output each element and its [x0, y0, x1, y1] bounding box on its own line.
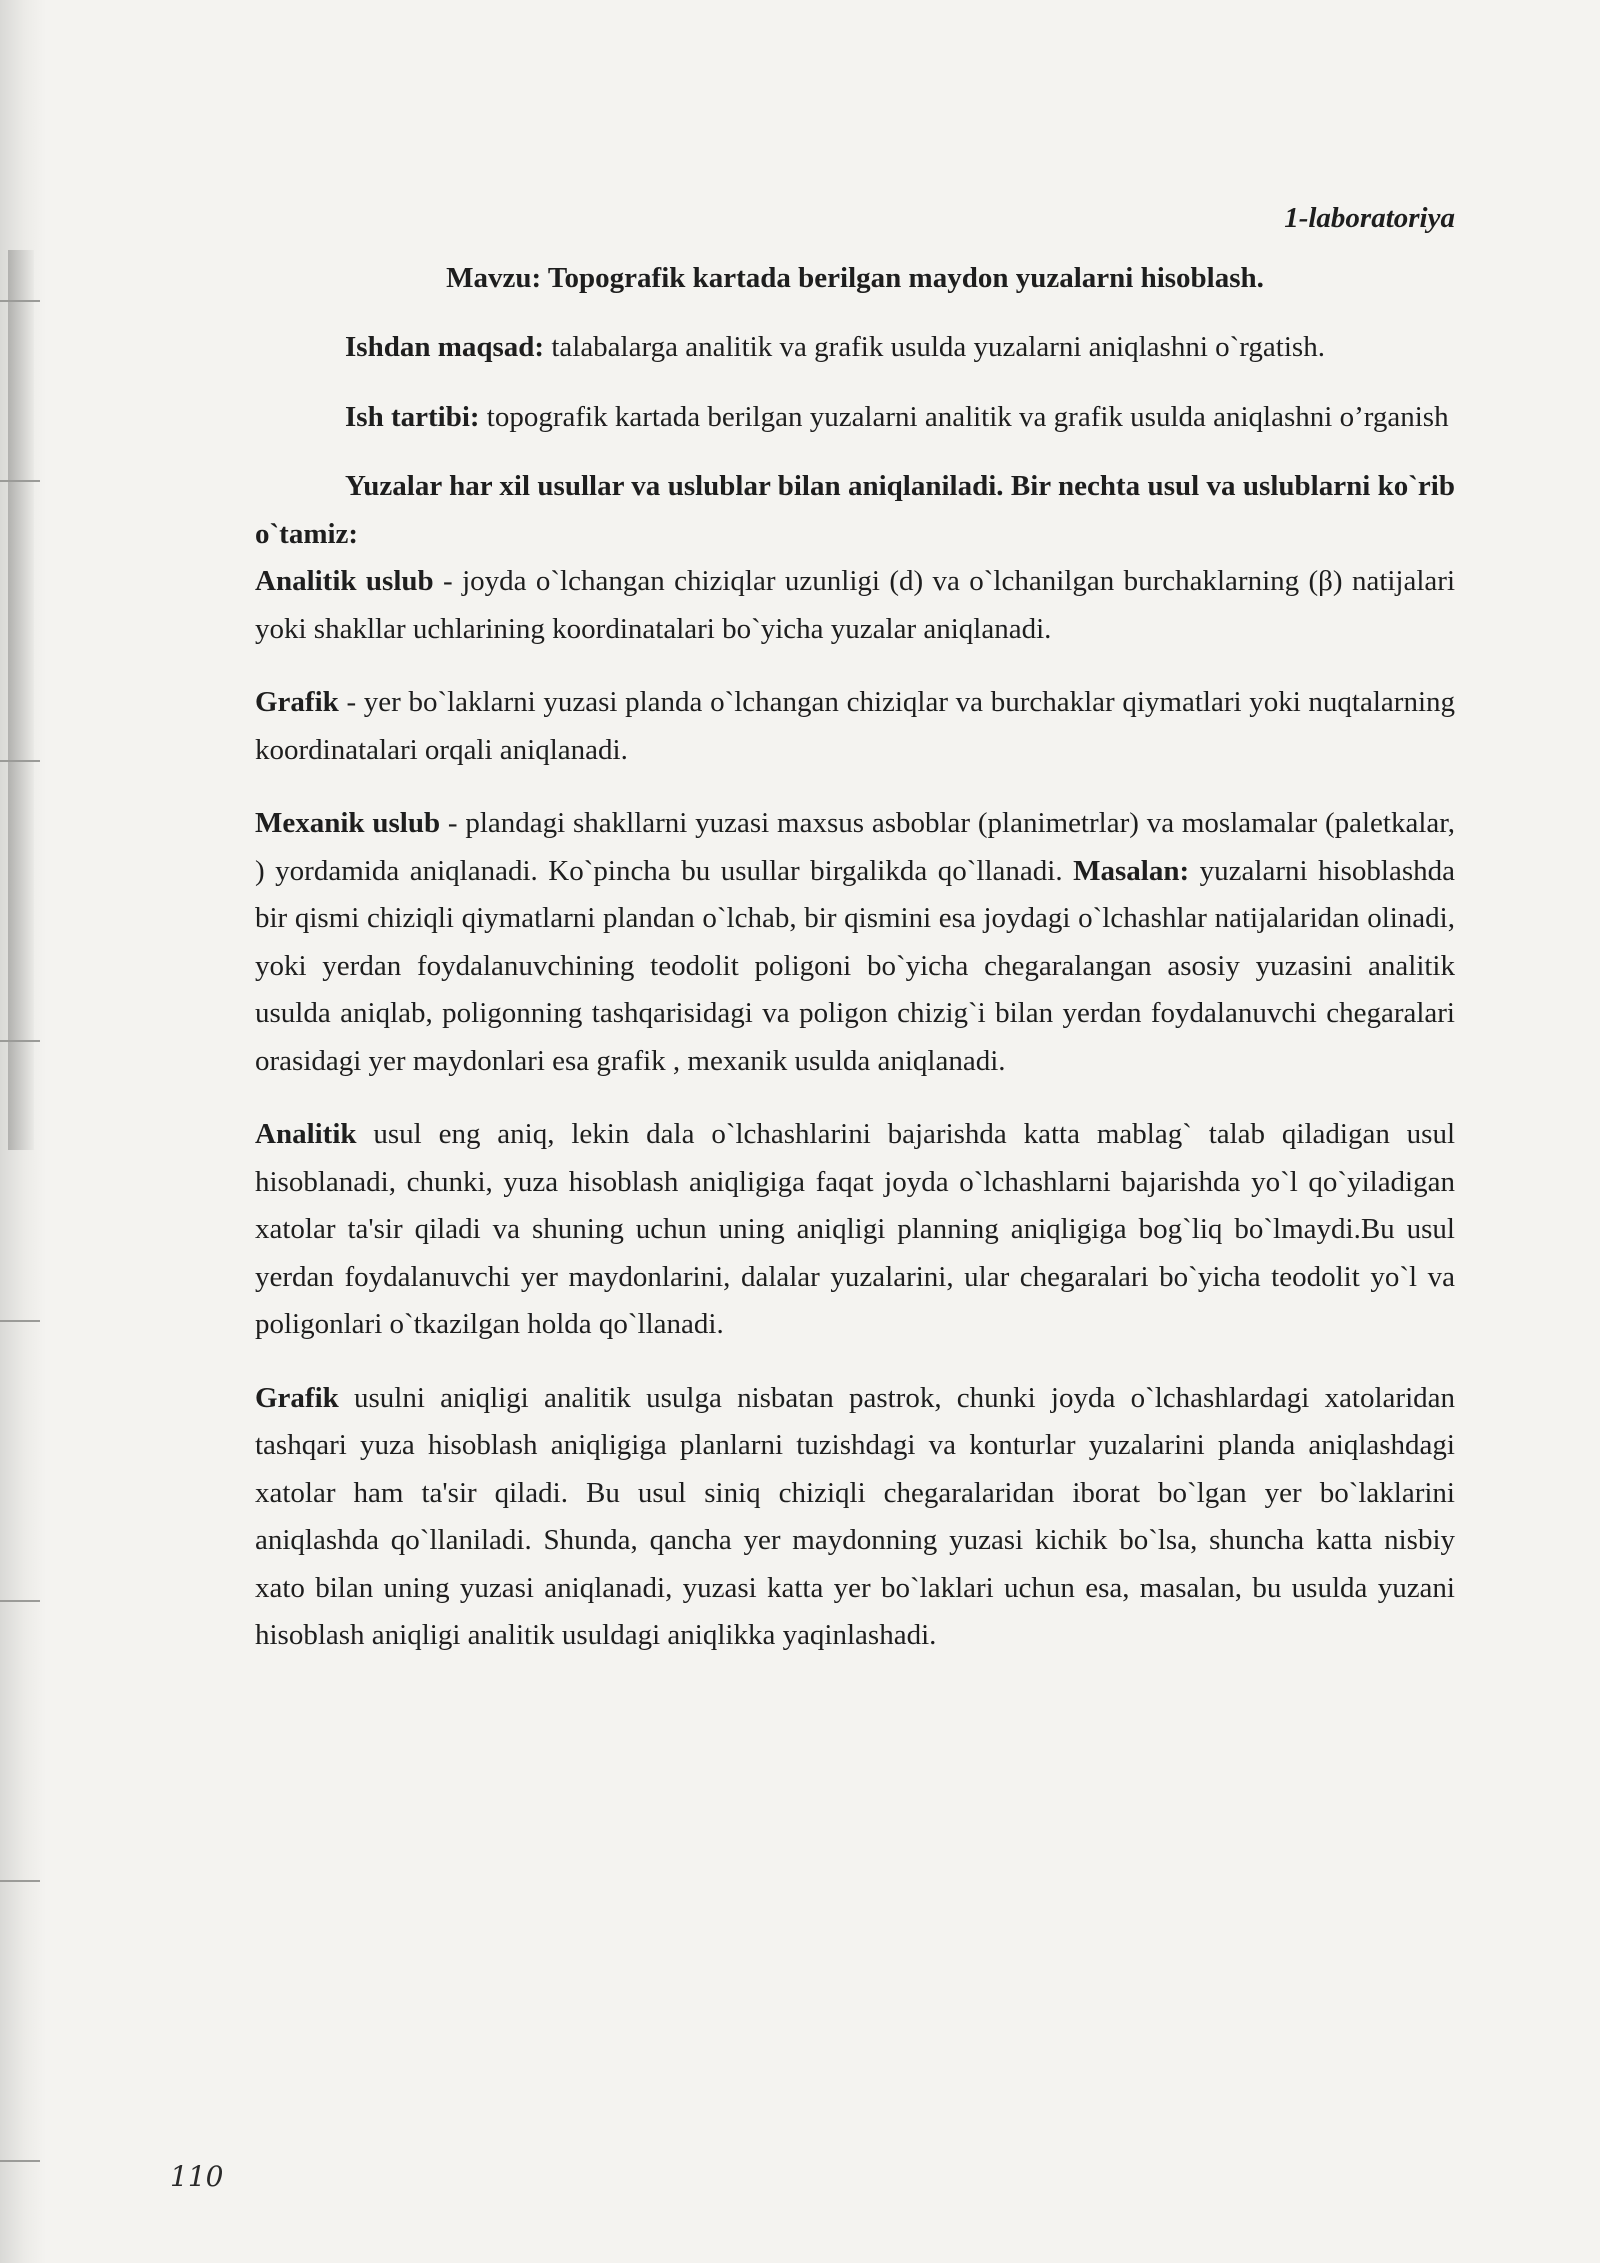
margin-tick: [0, 1040, 40, 1042]
analytic-method-label: Analitik uslub: [255, 565, 434, 597]
mechanical-method-label: Mexanik uslub: [255, 807, 441, 839]
margin-tick: [0, 1320, 40, 1322]
procedure-label: Ish tartibi:: [345, 400, 480, 433]
analytic-method-text: - joyda o`lchangan chiziqlar uzunligi (d) va o`lchanilgan burchaklarning (β) natijalari yoki shakllar uchlarining koordinatalari bo`yicha yuzalar aniqlanadi.: [255, 565, 1456, 645]
example-label: Masalan:: [1073, 854, 1190, 887]
analytic-note-paragraph: [255, 1111, 1455, 1349]
goal-text: talabalarga analitik va grafik usulda yuzalarni aniqlashni o`rgatish.: [551, 331, 1325, 363]
graphic-note-label: Grafik: [255, 1381, 339, 1414]
margin-tick: [0, 2160, 40, 2162]
graphic-method-label: Grafik: [255, 686, 339, 718]
graphic-note-paragraph: [255, 1375, 1455, 1660]
graphic-note-text: usulni aniqligi analitik usulga nisbatan pastrok, chunki joyda o`lchashlardagi xatolaridan tashqari yuza hisoblash aniqligiga planlarni tuzishdagi va konturlar yuzalarini planda aniqlashdagi xatolar ham ta'sir qiladi. Bu usul siniq chiziqli chegaralaridan iborat bo`lgan yer bo`laklarini aniqlashda qo`llaniladi. Shunda, qancha yer maydonning yuzasi kichik bo`lsa, shuncha katta nisbiy xato bilan uning yuzasi aniqlanadi, yuzasi katta yer bo`laklari uchun esa, masalan, bu usulda yuzani hisoblash aniqligi analitik usuldagi aniqlikka yaqinlashadi.: [255, 1381, 1456, 1651]
margin-tick: [0, 760, 40, 762]
goal-paragraph: [255, 324, 1455, 372]
margin-tick: [0, 1600, 40, 1602]
margin-tick: [0, 300, 40, 302]
analytic-note-text: usul eng aniq, lekin dala o`lchashlarini bajarishda katta mablag` talab qiladigan usul hisoblanadi, chunki, yuza hisoblash aniqligiga faqat joyda o`lchashlarni bajarishda yo`l qo`yiladigan xatolar ta'sir qiladi va shuning uchun uning aniqligi planning aniqligiga bog`liq bo`lmaydi.Bu usul yerdan foydalanuvchi yer maydonlarini, dalalar yuzalarini, ular chegaralari bo`yicha teodolit yo`l va poligonlari o`tkazilgan holda qo`llanadi.: [255, 1118, 1456, 1340]
graphic-method-paragraph: [255, 679, 1455, 774]
page-number: 110: [170, 2160, 224, 2193]
procedure-paragraph: [255, 394, 1455, 442]
topic-title: Mavzu: Topografik kartada berilgan maydon yuzalarni hisoblash.: [446, 261, 1264, 294]
document-page: [255, 195, 1455, 1660]
mechanical-method-paragraph: [255, 800, 1455, 1085]
binding-shadow: [8, 250, 34, 1150]
intro-paragraph: Yuzalar har xil usullar va uslublar bilan aniqlaniladi. Bir nechta usul va uslublarni ko`rib o`tamiz:: [255, 470, 1455, 550]
margin-tick: [0, 1880, 40, 1882]
lab-label: 1-laboratoriya: [1284, 202, 1455, 234]
procedure-text: topografik kartada berilgan yuzalarni analitik va grafik usulda aniqlashni o’rganish: [486, 400, 1449, 433]
analytic-method-paragraph: [255, 558, 1455, 653]
graphic-method-text: - yer bo`laklarni yuzasi planda o`lchangan chiziqlar va burchaklar qiymatlari yoki nuqtalarning koordinatalari orqali aniqlanadi.: [255, 686, 1456, 766]
goal-label: Ishdan maqsad:: [345, 331, 545, 363]
mechanical-method-text: - plandagi shakllarni yuzasi maxsus asboblar (planimetrlar) va moslamalar (paletkalar, ) yordamida aniqlanadi. Ko`pincha bu usullar birgalikda qo`llanadi.: [255, 807, 1455, 887]
analytic-note-label: Analitik: [255, 1118, 357, 1150]
margin-tick: [0, 480, 40, 482]
example-text: yuzalarni hisoblashda bir qismi chiziqli qiymatlarni plandan o`lchab, bir qismini esa joydagi o`lchashlar natijalaridan olinadi, yoki yerdan foydalanuvchining teodolit poligoni bo`yicha chegaralangan asosiy yuzasini analitik usulda aniqlab, poligonning tashqarisidagi va poligon chizig`i bilan yerdan foydalanuvchi chegaralari orasidagi yer maydonlari esa grafik , mexanik usulda aniqlanadi.: [255, 854, 1455, 1077]
